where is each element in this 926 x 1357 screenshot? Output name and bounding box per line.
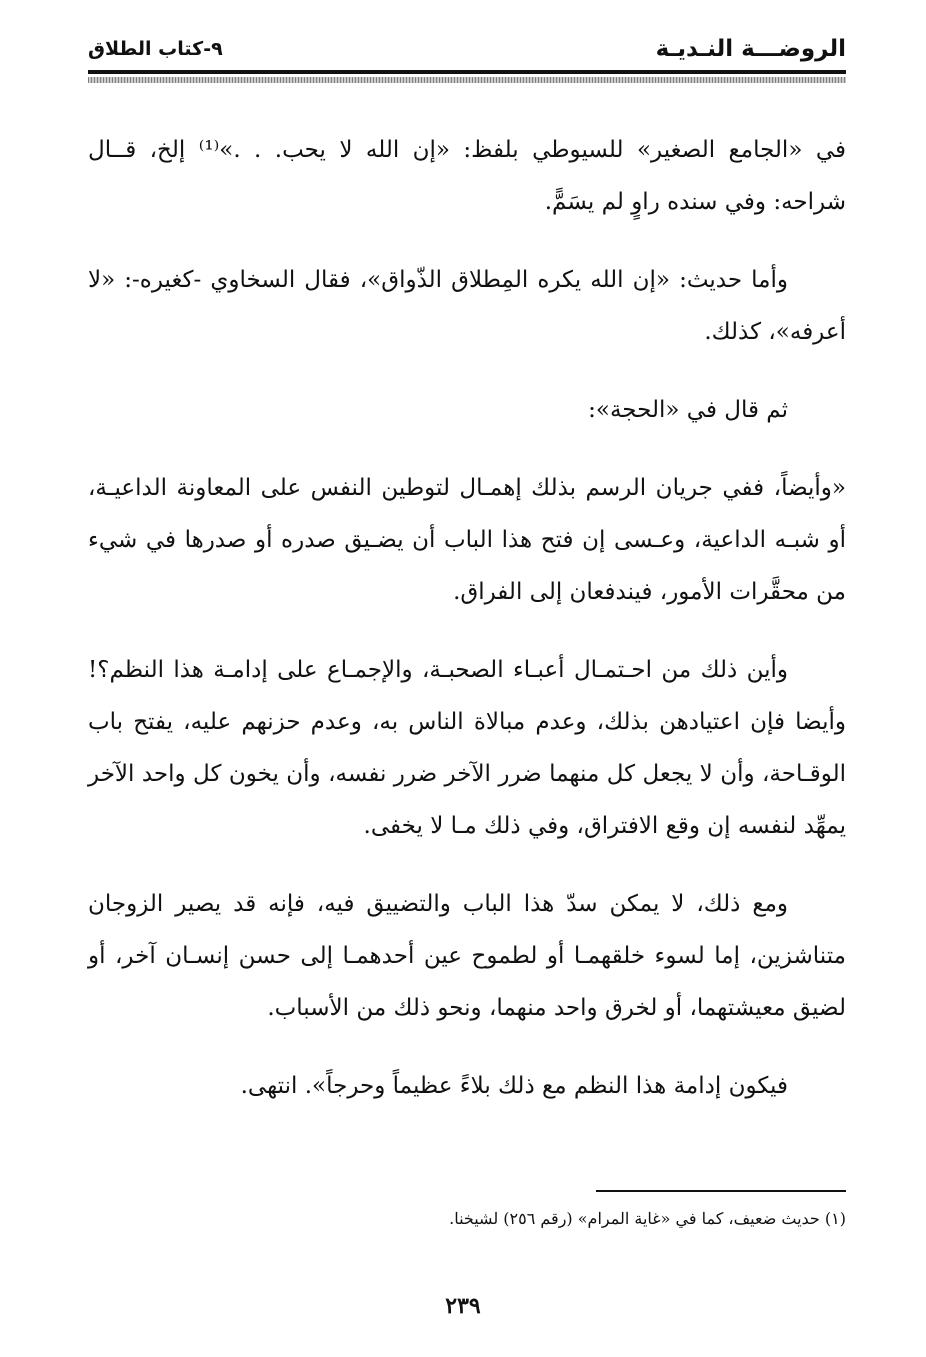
footnote-separator <box>596 1190 846 1192</box>
paragraph-hujja-intro: ثم قال في «الحجة»: <box>588 397 788 423</box>
running-header <box>88 34 846 70</box>
chapter-title: ٩-كتاب الطلاق <box>88 38 223 60</box>
paragraph-burdens: وأين ذلك من احـتمـال أعبـاء الصحبـة، والإجمـاع على إدامـة هذا النظم؟! وأيضا فإن اعتيادهن بذلك، وعدم مبالاة الناس به، وعدم حزنهم عليه، يفتح باب الوقـاحة، وأن لا يجعل كل منهما ضرر الآخر ضرر نفسه، وأن يخون كل واحد الآخر يمهِّد لنفسه إن وقع الافتراق، وفي ذلك مـا لا يخفى. <box>88 657 846 839</box>
paragraph-closing-door: ومع ذلك، لا يمكن سدّ هذا الباب والتضييق فيه، فإنه قد يصير الزوجان متناشزين، إما لسوء خلقهمـا أو لطموح عين أحدهمـا إلى حسن إنسـان آخر، أو لضيق معيشتهما، أو لخرق واحد منهما، ونحو ذلك من الأسباب. <box>88 891 846 1021</box>
header-rule-hatched <box>88 77 846 83</box>
main-text <box>88 124 846 1112</box>
paragraph-quote-start: «وأيضاً، ففي جريان الرسم بذلك إهمـال لتوطين النفس على المعاونة الداعيـة، أو شبـه الداعية، وعـسى إن فتح هذا الباب أن يضـيق صدره أو صدرها في شيء من محقَّرات الأمور، فيندفعان إلى الفراق. <box>88 475 846 605</box>
header-rule <box>88 70 846 74</box>
paragraph-conclusion: فيكون إدامة هذا النظم مع ذلك بلاءً عظيماً وحرجاً». انتهى. <box>240 1073 788 1099</box>
paragraph-mitlaq-hadith: وأما حديث: «إن الله يكره المِطلاق الذّواق»، فقال السخاوي -كغيره-: «لا أعرفه»، كذلك. <box>88 267 846 345</box>
paragraph-jami-saghir: في «الجامع الصغير» للسيوطي بلفظ: «إن الله لا يحب. . .»⁽¹⁾ إلخ، قــال شراحه: وفي سنده راوٍ لم يسَمًّ. <box>88 137 846 215</box>
page-number: ٢٣٩ <box>445 1293 481 1319</box>
book-title: الروضـــة النـديـة <box>655 36 846 62</box>
footnote: (١) حديث ضعيف، كما في «غاية المرام» (رقم ٢٥٦) لشيخنا. <box>449 1209 846 1228</box>
